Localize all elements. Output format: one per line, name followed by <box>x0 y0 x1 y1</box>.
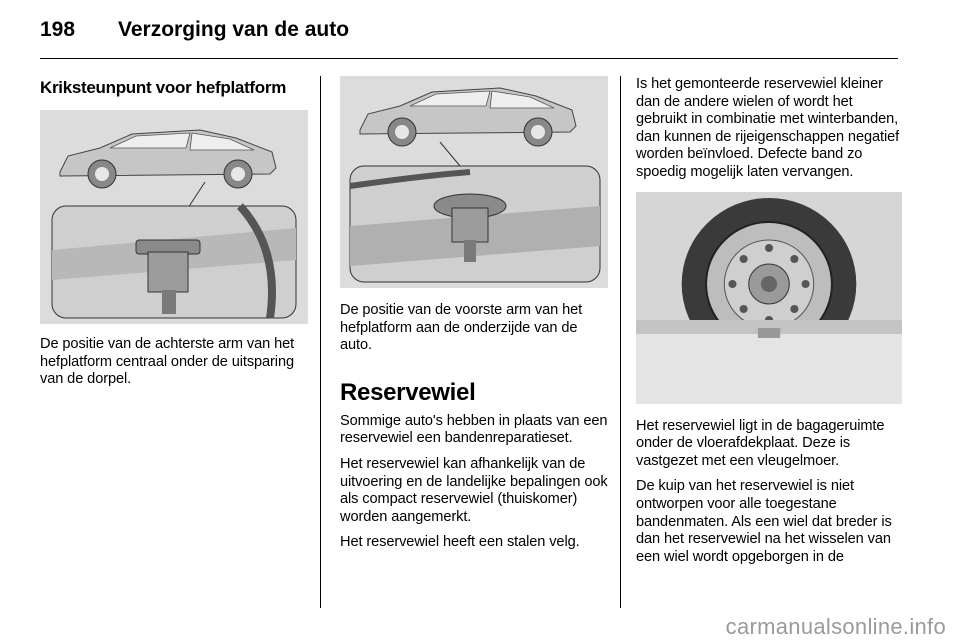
column-divider-1 <box>320 76 321 608</box>
column-3 <box>636 76 902 574</box>
section-title-spare-wheel: Reservewiel <box>340 378 476 406</box>
figure-spare-wheel-well <box>636 192 902 404</box>
watermark: carmanualsonline.info <box>725 614 946 639</box>
paragraph-rear-arm: De positie van de achterste arm van het hefplatform centraal onder de uitsparing van de dorpel. <box>40 336 295 388</box>
paragraph-front-arm: De positie van de voorste arm van het hefplatform aan de onderzijde van de auto. <box>340 302 583 354</box>
paragraph-steel-rim: Het reservewiel heeft een stalen velg. <box>340 534 580 551</box>
section-title-lift-points: Kriksteunpunt voor hefplatform <box>40 78 287 97</box>
page-header <box>40 18 349 48</box>
figure-rear-lift-point <box>40 110 308 324</box>
column-divider-2 <box>620 76 621 608</box>
paragraph-location: Het reservewiel ligt in de bagageruimte onder de vloerafdekplaat. Deze is vastgezet met een vleugelmoer. <box>636 417 885 469</box>
paragraph-compact-spare: Het reservewiel kan afhankelijk van de uitvoering en de landelijke bepalingen ook als compact reservewiel (thuiskomer) worden aangemerkt. <box>340 455 608 525</box>
header-divider <box>40 58 898 59</box>
paragraph-smaller-spare-warning: Is het gemonteerde reservewiel kleiner dan de andere wielen of wordt het gebruikt in combinatie met winterbanden, dan kunnen de rijeigenschappen negatief worden beïnvloed. Defecte band zo spoedig mogelijk laten vervangen. <box>636 76 900 180</box>
figure-front-lift-point <box>340 76 608 288</box>
paragraph-repair-kit: Sommige auto's hebben in plaats van een reservewiel een bandenreparatieset. <box>340 412 608 447</box>
page-number: 198 <box>40 18 76 41</box>
chapter-title: Verzorging van de auto <box>118 18 350 41</box>
column-1 <box>40 76 308 397</box>
paragraph-well-sizes: De kuip van het reservewiel is niet ontworpen voor alle toegestane bandenmaten. Als een wiel dat breder is dan het reservewiel na het wisselen van een wiel wordt opgeborgen in de <box>636 478 892 565</box>
column-2 <box>340 76 608 560</box>
